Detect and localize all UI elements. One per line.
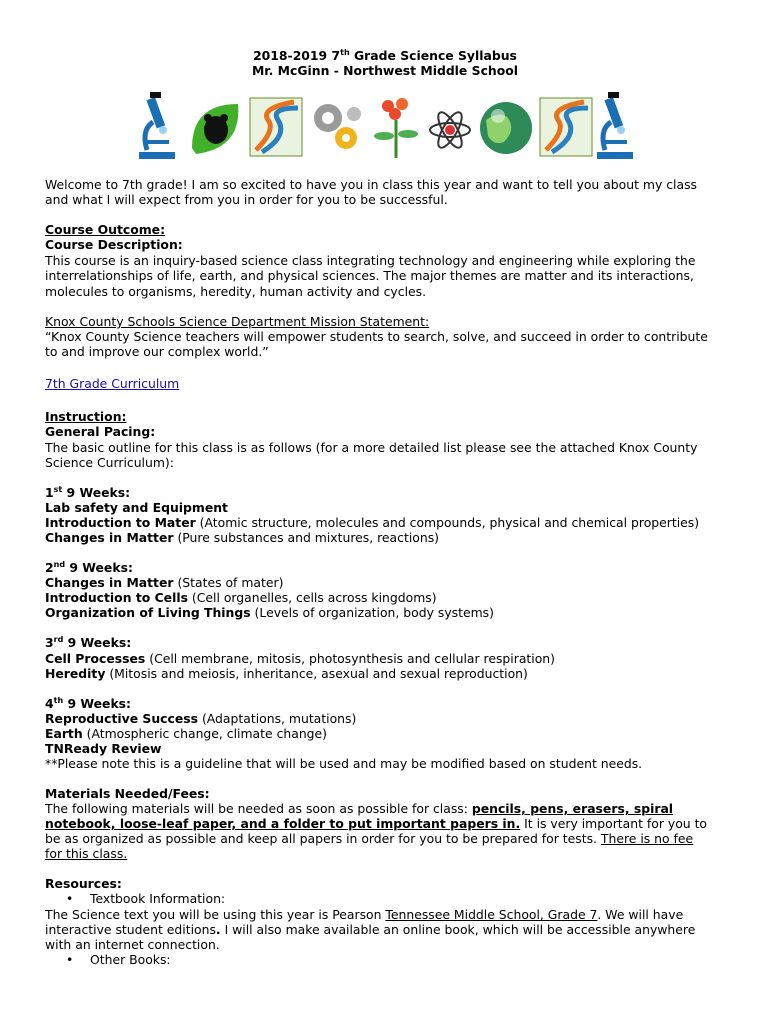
materials-text: for this class.	[45, 846, 128, 861]
quarter-item: Organization of Living Things (Levels of organization, body systems)	[45, 605, 494, 620]
quarter-item: Introduction to Cells (Cell organelles, cells across kingdoms)	[45, 590, 437, 605]
bullet-icon: •	[66, 891, 74, 906]
pacing-text: Science Curriculum):	[45, 455, 174, 470]
course-description-heading: Course Description:	[45, 237, 183, 252]
quarter-heading: 3rd 9 Weeks:	[45, 634, 132, 650]
general-pacing-heading: General Pacing:	[45, 424, 156, 439]
quarter-item: Heredity (Mitosis and meiosis, inheritance, asexual and sexual reproduction)	[45, 666, 528, 681]
frog-leaf-icon	[188, 90, 244, 162]
resources-heading: Resources:	[45, 876, 122, 891]
instruction-heading: Instruction:	[45, 409, 127, 424]
quarter-item: Reproductive Success (Adaptations, mutations)	[45, 711, 357, 726]
resources-text: with an internet connection.	[45, 937, 220, 952]
quarter-item: Introduction to Mater (Atomic structure, molecules and compounds, physical and chemical properties)	[45, 515, 700, 530]
quarter-heading: 4th 9 Weeks:	[45, 695, 132, 711]
materials-text: The following materials will be needed as soon as possible for class: pencils, pens, erasers, spiral	[45, 801, 674, 816]
course-description-text: molecules to organisms, heredity, human activity and cycles.	[45, 284, 427, 299]
science-icons-banner	[133, 90, 639, 162]
resources-text: interactive student editions. I will also make available an online book, which will be accessible anywhere	[45, 922, 696, 937]
atom-icon	[426, 90, 474, 162]
course-description-text: interrelationships of life, earth, and physical sciences. The major themes are matter and its interactions,	[45, 268, 694, 283]
materials-heading: Materials Needed/Fees:	[45, 786, 210, 801]
welcome-text: and what I will expect from you in order for you to be successful.	[45, 192, 448, 207]
document-subtitle: Mr. McGinn - Northwest Middle School	[251, 63, 519, 78]
resources-text: The Science text you will be using this year is Pearson Tennessee Middle School, Grade 7. We will have	[45, 907, 684, 922]
quarter-item: Lab safety and Equipment	[45, 500, 228, 515]
dna-icon	[248, 90, 304, 162]
quarter-item: Changes in Matter (Pure substances and mixtures, reactions)	[45, 530, 439, 545]
gears-icon	[308, 90, 364, 162]
quarter-heading: 2nd 9 Weeks:	[45, 559, 133, 575]
curriculum-link[interactable]: 7th Grade Curriculum	[45, 376, 180, 391]
pacing-text: The basic outline for this class is as follows (for a more detailed list please see the attached Knox County	[45, 440, 698, 455]
bullet-icon: •	[66, 952, 74, 967]
course-description-text: This course is an inquiry-based science class integrating technology and engineering while exploring the	[45, 253, 696, 268]
materials-text: notebook, loose-leaf paper, and a folder to put important papers in. It is very important for you to	[45, 816, 708, 831]
welcome-text: Welcome to 7th grade! I am so excited to have you in class this year and want to tell you about my class	[45, 177, 697, 192]
globe-icon	[476, 90, 536, 162]
textbook-info-item: Textbook Information:	[90, 891, 226, 906]
quarter-item: TNReady Review	[45, 741, 162, 756]
quarter-heading: 1st 9 Weeks:	[45, 484, 131, 500]
guideline-note: **Please note this is a guideline that will be used and may be modified based on student needs.	[45, 756, 643, 771]
quarter-item: Earth (Atmospheric change, climate change)	[45, 726, 328, 741]
mission-text: to and improve our complex world.”	[45, 344, 269, 359]
dna-icon	[538, 90, 594, 162]
flower-icon	[368, 90, 424, 162]
mission-heading: Knox County Schools Science Department Mission Statement:	[45, 314, 430, 329]
course-outcome-heading: Course Outcome:	[45, 222, 166, 237]
document-title: 2018-2019 7th Grade Science Syllabus	[253, 47, 517, 63]
quarter-item: Cell Processes (Cell membrane, mitosis, photosynthesis and cellular respiration)	[45, 651, 555, 666]
microscope-icon	[133, 90, 185, 162]
mission-text: “Knox County Science teachers will empower students to search, solve, and succeed in order to contribute	[45, 329, 708, 344]
other-books-item: Other Books:	[90, 952, 171, 967]
microscope-icon	[591, 90, 643, 162]
quarter-item: Changes in Matter (States of mater)	[45, 575, 284, 590]
materials-text: be as organized as possible and keep all papers in order for you to be prepared for tests. There is no fee	[45, 831, 694, 846]
